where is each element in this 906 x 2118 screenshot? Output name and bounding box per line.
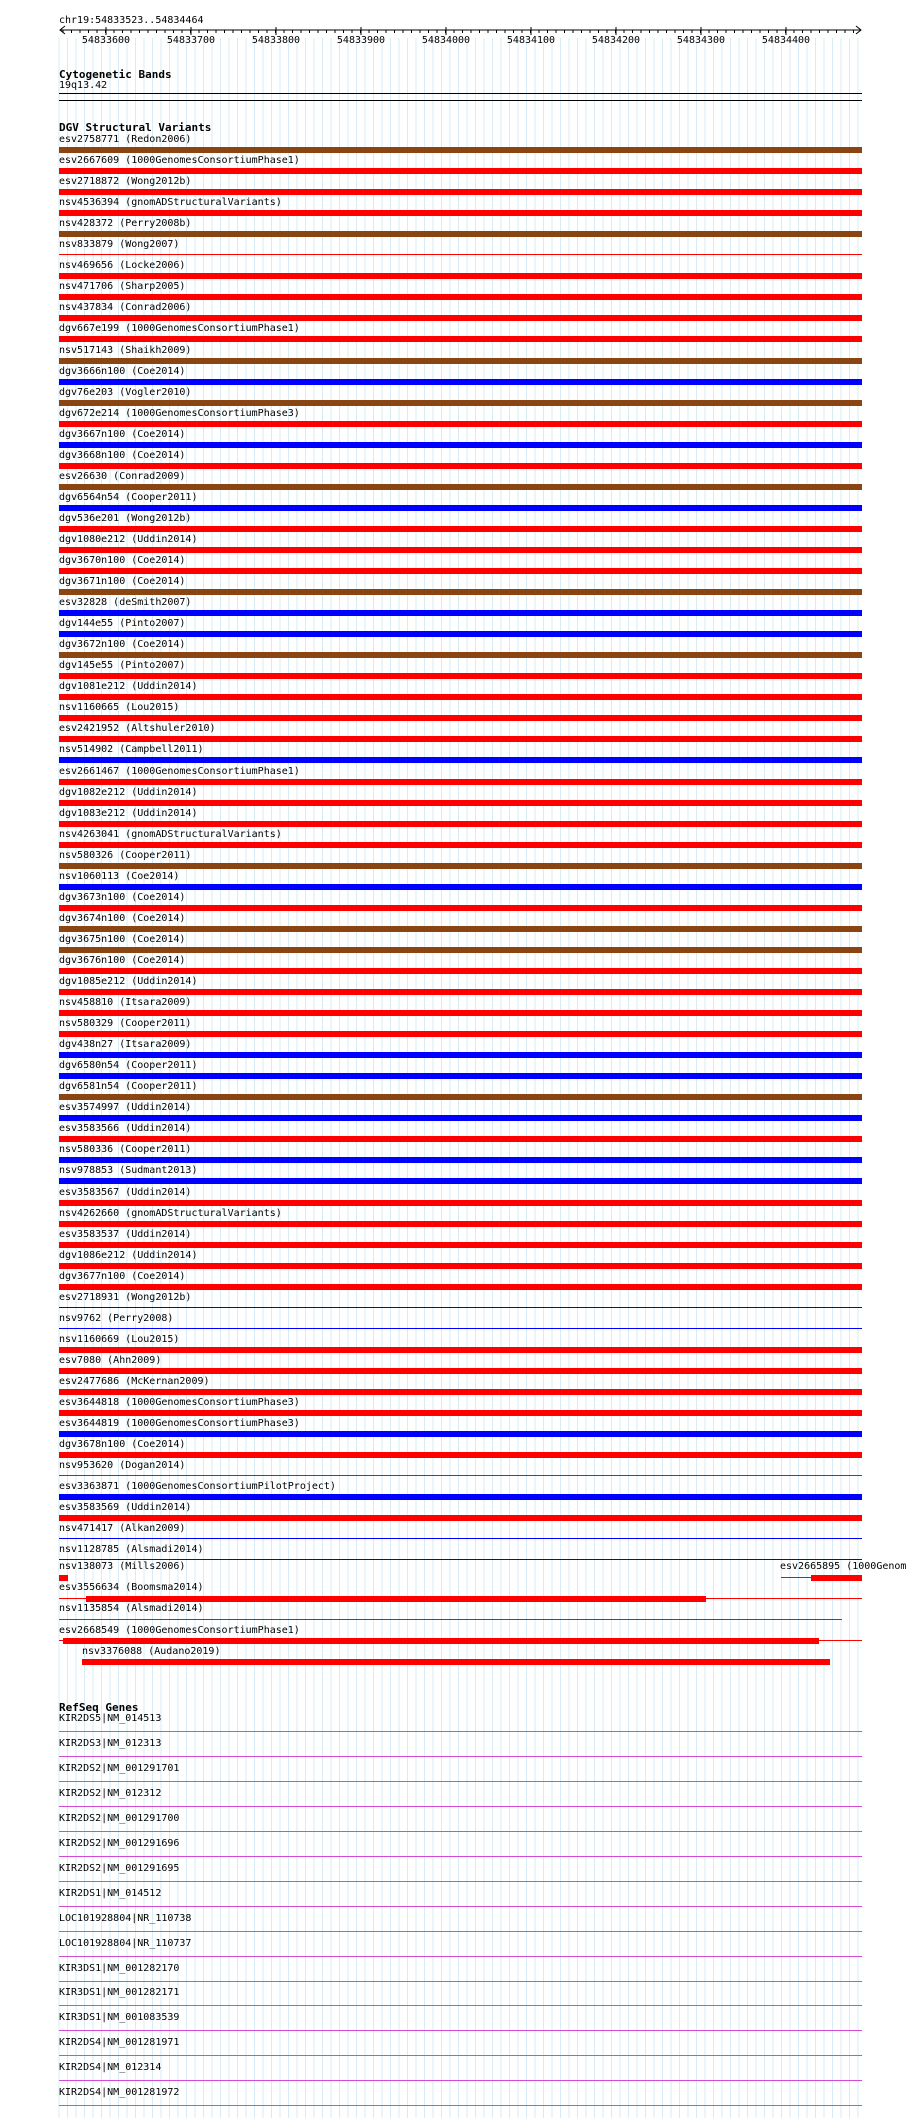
refseq-gene-label: KIR2DS5|NM_014513 — [59, 1713, 162, 1724]
refseq-gene-line[interactable] — [59, 1781, 862, 1782]
dgv-feature-label: nsv1135854 (Alsmadi2014) — [59, 1603, 204, 1614]
dgv-feature-bar[interactable] — [59, 1538, 862, 1539]
refseq-gene-label: KIR2DS2|NM_012312 — [59, 1788, 162, 1799]
dgv-feature-label: nsv580336 (Cooper2011) — [59, 1144, 192, 1155]
ruler-tick-label: 54833700 — [166, 35, 216, 46]
dgv-feature-bar[interactable] — [59, 863, 862, 869]
dgv-feature-bar[interactable] — [59, 358, 862, 364]
refseq-gene-line[interactable] — [59, 1806, 862, 1807]
dgv-feature-line[interactable] — [781, 1577, 811, 1578]
dgv-feature-bar[interactable] — [59, 589, 862, 595]
dgv-feature-bar[interactable] — [59, 1157, 862, 1163]
dgv-feature-bar[interactable] — [59, 905, 862, 911]
refseq-gene-label: KIR3DS1|NM_001083539 — [59, 2012, 180, 2023]
dgv-feature-label: esv3644819 (1000GenomesConsortiumPhase3) — [59, 1418, 300, 1429]
dgv-feature-bar[interactable] — [59, 505, 862, 511]
dgv-feature-label: dgv3673n100 (Coe2014) — [59, 892, 186, 903]
dgv-feature-bar[interactable] — [59, 210, 862, 216]
dgv-feature-bar[interactable] — [59, 926, 862, 932]
dgv-feature-bar[interactable] — [59, 610, 862, 616]
dgv-feature-label: esv3574997 (Uddin2014) — [59, 1102, 192, 1113]
ruler-tick-label: 54834300 — [676, 35, 726, 46]
refseq-gene-label: KIR2DS3|NM_012313 — [59, 1738, 162, 1749]
dgv-feature-bar[interactable] — [59, 1094, 862, 1100]
dgv-feature-bar[interactable] — [82, 1659, 830, 1665]
refseq-gene-label: KIR2DS1|NM_014512 — [59, 1888, 162, 1899]
cytoband-bar[interactable] — [59, 93, 862, 94]
dgv-feature-label: dgv145e55 (Pinto2007) — [59, 660, 186, 671]
ruler-tick-label: 54834100 — [506, 35, 556, 46]
dgv-feature-label: dgv3677n100 (Coe2014) — [59, 1271, 186, 1282]
dgv-feature-label: dgv6581n54 (Cooper2011) — [59, 1081, 198, 1092]
dgv-feature-label: esv2667609 (1000GenomesConsortiumPhase1) — [59, 155, 300, 166]
dgv-feature-label: dgv76e203 (Vogler2010) — [59, 387, 192, 398]
refseq-gene-line[interactable] — [59, 2105, 862, 2106]
dgv-feature-label: dgv144e55 (Pinto2007) — [59, 618, 186, 629]
dgv-feature-label: nsv437834 (Conrad2006) — [59, 302, 192, 313]
dgv-feature-label: esv2758771 (Redon2006) — [59, 134, 192, 145]
dgv-feature-bar[interactable] — [59, 1410, 862, 1416]
dgv-feature-label: dgv3674n100 (Coe2014) — [59, 913, 186, 924]
dgv-feature-bar[interactable] — [59, 526, 862, 532]
dgv-feature-bar[interactable] — [59, 652, 862, 658]
ruler-tick-label: 54833800 — [251, 35, 301, 46]
dgv-feature-bar[interactable] — [63, 1638, 819, 1644]
refseq-gene-line[interactable] — [59, 1956, 862, 1957]
refseq-gene-line[interactable] — [59, 1856, 862, 1857]
dgv-feature-label: nsv4262660 (gnomADStructuralVariants) — [59, 1208, 282, 1219]
refseq-gene-label: KIR3DS1|NM_001282170 — [59, 1963, 180, 1974]
dgv-feature-bar[interactable] — [59, 442, 862, 448]
refseq-gene-label: KIR3DS1|NM_001282171 — [59, 1987, 180, 1998]
ruler-axis[interactable] — [58, 25, 864, 35]
refseq-gene-line[interactable] — [59, 2005, 862, 2006]
dgv-feature-label: nsv1060113 (Coe2014) — [59, 871, 180, 882]
dgv-feature-bar[interactable] — [59, 400, 862, 406]
dgv-feature-bar[interactable] — [59, 1115, 862, 1121]
dgv-feature-bar[interactable] — [59, 1010, 862, 1016]
dgv-feature-label: esv3583569 (Uddin2014) — [59, 1502, 192, 1513]
ruler-tick-label: 54834400 — [761, 35, 811, 46]
dgv-feature-bar[interactable] — [59, 1263, 862, 1269]
dgv-feature-bar[interactable] — [59, 947, 862, 953]
dgv-feature-label: esv7080 (Ahn2009) — [59, 1355, 162, 1366]
dgv-feature-label: nsv469656 (Locke2006) — [59, 260, 186, 271]
dgv-feature-label: dgv1083e212 (Uddin2014) — [59, 808, 198, 819]
dgv-feature-bar[interactable] — [59, 884, 862, 890]
dgv-feature-label: dgv3670n100 (Coe2014) — [59, 555, 186, 566]
cytoband-label: 19q13.42 — [59, 80, 108, 91]
refseq-gene-label: KIR2DS4|NM_001281971 — [59, 2037, 180, 2048]
dgv-feature-bar[interactable] — [59, 1559, 862, 1560]
dgv-feature-bar[interactable] — [59, 1368, 862, 1374]
refseq-gene-line[interactable] — [59, 1881, 862, 1882]
dgv-feature-label: dgv1085e212 (Uddin2014) — [59, 976, 198, 987]
refseq-gene-label: KIR2DS2|NM_001291696 — [59, 1838, 180, 1849]
dgv-feature-label: nsv580329 (Cooper2011) — [59, 1018, 192, 1029]
dgv-feature-label: dgv3666n100 (Coe2014) — [59, 366, 186, 377]
ruler-tick-label: 54834000 — [421, 35, 471, 46]
dgv-feature-bar[interactable] — [59, 968, 862, 974]
dgv-feature-bar[interactable] — [59, 294, 862, 300]
dgv-feature-label: nsv580326 (Cooper2011) — [59, 850, 192, 861]
dgv-feature-bar[interactable] — [59, 1221, 862, 1227]
dgv-feature-label: esv2668549 (1000GenomesConsortiumPhase1) — [59, 1625, 300, 1636]
dgv-feature-label: esv2665895 (1000Genom — [780, 1561, 906, 1572]
dgv-feature-label: dgv3671n100 (Coe2014) — [59, 576, 186, 587]
refseq-track-title[interactable]: RefSeq Genes — [59, 1701, 139, 1714]
dgv-feature-label: esv3363871 (1000GenomesConsortiumPilotProject) — [59, 1481, 336, 1492]
dgv-feature-label: nsv978853 (Sudmant2013) — [59, 1165, 198, 1176]
dgv-feature-bar[interactable] — [59, 1052, 862, 1058]
dgv-feature-bar[interactable] — [59, 147, 862, 153]
dgv-feature-label: esv2661467 (1000GenomesConsortiumPhase1) — [59, 766, 300, 777]
dgv-feature-bar[interactable] — [59, 1178, 862, 1184]
dgv-feature-bar[interactable] — [59, 694, 862, 700]
dgv-feature-bar[interactable] — [59, 1347, 862, 1353]
dgv-feature-label: nsv4263041 (gnomADStructuralVariants) — [59, 829, 282, 840]
dgv-feature-bar[interactable] — [59, 189, 862, 195]
ruler-tick-label: 54833900 — [336, 35, 386, 46]
refseq-gene-line[interactable] — [59, 2055, 862, 2056]
dgv-feature-label: nsv4536394 (gnomADStructuralVariants) — [59, 197, 282, 208]
dgv-feature-bar[interactable] — [59, 336, 862, 342]
dgv-feature-label: nsv3376088 (Audano2019) — [82, 1646, 221, 1657]
dgv-feature-label: dgv1082e212 (Uddin2014) — [59, 787, 198, 798]
dgv-feature-label: dgv6564n54 (Cooper2011) — [59, 492, 198, 503]
dgv-feature-label: nsv514902 (Campbell2011) — [59, 744, 204, 755]
dgv-feature-label: dgv667e199 (1000GenomesConsortiumPhase1) — [59, 323, 300, 334]
dgv-feature-bar[interactable] — [59, 1575, 68, 1581]
dgv-feature-bar[interactable] — [59, 779, 862, 785]
dgv-feature-bar[interactable] — [59, 821, 862, 827]
dgv-feature-bar[interactable] — [59, 1307, 862, 1308]
refseq-gene-label: LOC101928804|NR_110738 — [59, 1913, 192, 1924]
track-separator — [59, 100, 862, 101]
dgv-feature-label: nsv1160669 (Lou2015) — [59, 1334, 180, 1345]
dgv-feature-label: dgv3667n100 (Coe2014) — [59, 429, 186, 440]
refseq-gene-line[interactable] — [59, 1931, 862, 1932]
dgv-feature-label: dgv3675n100 (Coe2014) — [59, 934, 186, 945]
dgv-feature-bar[interactable] — [59, 842, 862, 848]
dgv-feature-label: esv2421952 (Altshuler2010) — [59, 723, 216, 734]
refseq-gene-line[interactable] — [59, 1731, 862, 1732]
dgv-feature-bar[interactable] — [59, 1328, 862, 1329]
refseq-gene-line[interactable] — [59, 1756, 862, 1757]
dgv-feature-label: dgv1081e212 (Uddin2014) — [59, 681, 198, 692]
dgv-feature-bar[interactable] — [59, 1284, 862, 1290]
dgv-feature-label: nsv458810 (Itsara2009) — [59, 997, 192, 1008]
refseq-gene-line[interactable] — [59, 1906, 862, 1907]
dgv-feature-label: nsv517143 (Shaikh2009) — [59, 345, 192, 356]
refseq-gene-label: LOC101928804|NR_110737 — [59, 1938, 192, 1949]
refseq-gene-label: KIR2DS4|NM_012314 — [59, 2062, 162, 2073]
dgv-feature-label: nsv471417 (Alkan2009) — [59, 1523, 186, 1534]
dgv-feature-label: dgv3676n100 (Coe2014) — [59, 955, 186, 966]
dgv-feature-label: nsv833879 (Wong2007) — [59, 239, 180, 250]
dgv-feature-bar[interactable] — [59, 1389, 862, 1395]
dgv-feature-label: dgv3672n100 (Coe2014) — [59, 639, 186, 650]
dgv-feature-bar[interactable] — [59, 463, 862, 469]
dgv-feature-bar[interactable] — [59, 379, 862, 385]
dgv-feature-bar[interactable] — [59, 273, 862, 279]
refseq-gene-label: KIR2DS2|NM_001291701 — [59, 1763, 180, 1774]
dgv-feature-bar[interactable] — [59, 1452, 862, 1458]
dgv-feature-label: dgv3678n100 (Coe2014) — [59, 1439, 186, 1450]
dgv-feature-bar[interactable] — [59, 254, 862, 255]
dgv-feature-label: nsv1160665 (Lou2015) — [59, 702, 180, 713]
refseq-gene-line[interactable] — [59, 1981, 862, 1982]
dgv-feature-bar[interactable] — [59, 1431, 862, 1437]
dgv-feature-bar[interactable] — [59, 989, 862, 995]
dgv-feature-label: dgv536e201 (Wong2012b) — [59, 513, 192, 524]
position-label: chr19:54833523..54834464 — [59, 15, 204, 26]
dgv-track-title[interactable]: DGV Structural Variants — [59, 121, 212, 134]
dgv-feature-bar[interactable] — [86, 1596, 706, 1602]
dgv-feature-label: nsv1128785 (Alsmadi2014) — [59, 1544, 204, 1555]
refseq-gene-line[interactable] — [59, 1831, 862, 1832]
dgv-feature-label: nsv428372 (Perry2008b) — [59, 218, 192, 229]
dgv-feature-label: esv2477686 (McKernan2009) — [59, 1376, 210, 1387]
dgv-feature-label: nsv138073 (Mills2006) — [59, 1561, 186, 1572]
dgv-feature-bar[interactable] — [59, 1475, 862, 1476]
dgv-feature-label: esv3583566 (Uddin2014) — [59, 1123, 192, 1134]
dgv-feature-label: esv26630 (Conrad2009) — [59, 471, 186, 482]
dgv-feature-label: esv3556634 (Boomsma2014) — [59, 1582, 204, 1593]
dgv-feature-bar[interactable] — [59, 1494, 862, 1500]
ruler-tick-label: 54834200 — [591, 35, 641, 46]
dgv-feature-bar[interactable] — [59, 168, 862, 174]
dgv-feature-bar[interactable] — [59, 673, 862, 679]
refseq-gene-line[interactable] — [59, 2030, 862, 2031]
dgv-feature-label: dgv6580n54 (Cooper2011) — [59, 1060, 198, 1071]
dgv-feature-bar[interactable] — [59, 1031, 862, 1037]
dgv-feature-bar[interactable] — [59, 547, 862, 553]
dgv-feature-bar[interactable] — [59, 715, 862, 721]
ruler-tick-label: 54833600 — [81, 35, 131, 46]
dgv-feature-label: esv3644818 (1000GenomesConsortiumPhase3) — [59, 1397, 300, 1408]
dgv-feature-bar[interactable] — [59, 315, 862, 321]
dgv-feature-bar[interactable] — [59, 1073, 862, 1079]
dgv-feature-label: nsv953620 (Dogan2014) — [59, 1460, 186, 1471]
refseq-gene-label: KIR2DS2|NM_001291700 — [59, 1813, 180, 1824]
refseq-gene-label: KIR2DS2|NM_001291695 — [59, 1863, 180, 1874]
dgv-feature-bar[interactable] — [59, 231, 862, 237]
dgv-feature-bar[interactable] — [59, 484, 862, 490]
dgv-feature-label: esv3583567 (Uddin2014) — [59, 1187, 192, 1198]
dgv-feature-label: dgv672e214 (1000GenomesConsortiumPhase3) — [59, 408, 300, 419]
dgv-feature-bar[interactable] — [59, 800, 862, 806]
dgv-feature-label: esv2718872 (Wong2012b) — [59, 176, 192, 187]
dgv-feature-bar[interactable] — [59, 1136, 862, 1142]
cytoband-track-title[interactable]: Cytogenetic Bands — [59, 68, 172, 81]
dgv-feature-label: dgv438n27 (Itsara2009) — [59, 1039, 192, 1050]
dgv-feature-label: dgv1086e212 (Uddin2014) — [59, 1250, 198, 1261]
dgv-feature-bar[interactable] — [811, 1575, 862, 1581]
dgv-feature-bar[interactable] — [59, 1242, 862, 1248]
dgv-feature-label: nsv9762 (Perry2008) — [59, 1313, 174, 1324]
dgv-feature-label: nsv471706 (Sharp2005) — [59, 281, 186, 292]
dgv-feature-label: esv2718931 (Wong2012b) — [59, 1292, 192, 1303]
dgv-feature-bar[interactable] — [59, 631, 862, 637]
dgv-feature-bar[interactable] — [59, 568, 862, 574]
dgv-feature-bar[interactable] — [59, 1200, 862, 1206]
dgv-feature-line[interactable] — [59, 1619, 842, 1620]
dgv-feature-label: dgv3668n100 (Coe2014) — [59, 450, 186, 461]
dgv-feature-bar[interactable] — [59, 757, 862, 763]
dgv-feature-label: esv32828 (deSmith2007) — [59, 597, 192, 608]
dgv-feature-bar[interactable] — [59, 736, 862, 742]
dgv-feature-bar[interactable] — [59, 1515, 862, 1521]
dgv-feature-label: dgv1080e212 (Uddin2014) — [59, 534, 198, 545]
dgv-feature-bar[interactable] — [59, 421, 862, 427]
refseq-gene-label: KIR2DS4|NM_001281972 — [59, 2087, 180, 2098]
dgv-feature-label: esv3583537 (Uddin2014) — [59, 1229, 192, 1240]
refseq-gene-line[interactable] — [59, 2080, 862, 2081]
